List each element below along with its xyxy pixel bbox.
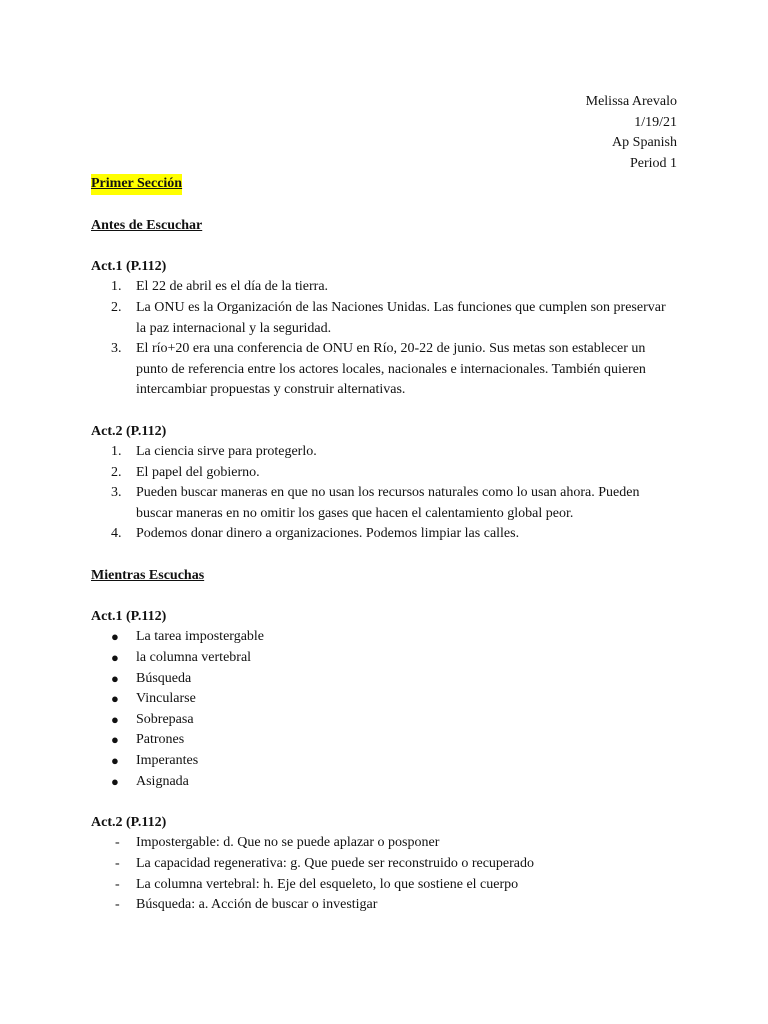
bullet-icon: ● [111, 650, 119, 666]
list-item: 1. La ciencia sirve para protegerlo. [91, 442, 677, 463]
list-item: 4. Podemos donar dinero a organizaciones. Podemos limpiar las calles. [91, 524, 677, 545]
act-title: Act.2 (P.112) [91, 423, 167, 439]
dash-marker: - [115, 855, 120, 871]
list-item: 3. Pueden buscar maneras en que no usan los recursos naturales como lo usan ahora. Pueden buscar maneras en no omitir los gases que hacen el calentamiento global peor. [111, 485, 640, 521]
numbered-list [91, 277, 677, 401]
list-number: 3. [111, 341, 122, 357]
bullet-icon: ● [111, 753, 119, 768]
bullet-icon: ● [111, 691, 119, 707]
list-item: ● Imperantes [91, 751, 677, 772]
bullet-list [91, 627, 677, 792]
numbered-list [91, 442, 677, 545]
list-item: - La columna vertebral: h. Eje del esqueleto, lo que sostiene el cuerpo [91, 875, 677, 896]
bullet-icon: ● [111, 711, 119, 727]
list-item: - La capacidad regenerativa: g. Que puede ser reconstruido o recuperado [91, 854, 677, 875]
list-number: 4. [111, 526, 122, 542]
bullet-icon: ● [111, 670, 119, 686]
list-item: 3. El río+20 era una conferencia de ONU en Río, 20-22 de junio. Sus metas son establecer un punto de referencia entre los actores locales, nacionales e internacionales. También quieren intercambiar propuestas y construir alternativas. [111, 341, 646, 398]
list-number: 2. [111, 299, 122, 315]
dash-marker: - [115, 897, 120, 913]
dash-list [91, 833, 677, 915]
student-name: Melissa Arevalo [585, 94, 677, 109]
list-item: ● Búsqueda [91, 669, 677, 690]
section-title-primer: Primer Sección [91, 174, 182, 195]
list-item: ● Asignada [91, 772, 677, 793]
list-item: 2. El papel del gobierno. [91, 463, 677, 484]
list-item: 2. La ONU es la Organización de las Naciones Unidas. Las funciones que cumplen son preservar la paz internacional y la seguridad. [111, 299, 666, 336]
section-title-mientras: Mientras Escuchas [91, 567, 205, 583]
bullet-icon: ● [111, 732, 119, 748]
act-title: Act.1 (P.112) [91, 258, 167, 274]
class-name: Ap Spanish [612, 135, 677, 151]
date: 1/19/21 [634, 114, 677, 130]
list-item: ● La tarea impostergable [91, 627, 677, 648]
act-title: Act.2 (P.112) [91, 814, 167, 830]
list-item: ● Patrones [91, 730, 677, 751]
bullet-icon: ● [111, 773, 119, 789]
list-item: ● Sobrepasa [91, 710, 677, 731]
list-number: 2. [111, 464, 122, 480]
section-title-antes: Antes de Escuchar [91, 217, 203, 233]
list-item: ● la columna vertebral [91, 648, 677, 669]
period: Period 1 [629, 155, 677, 171]
header-block [91, 92, 677, 174]
act-title: Act.1 (P.112) [91, 608, 167, 624]
list-number: 1. [111, 279, 122, 295]
dash-marker: - [115, 876, 120, 892]
list-item: - Impostergable: d. Que no se puede aplazar o posponer [91, 833, 677, 854]
list-item: ● Vincularse [91, 689, 677, 710]
bullet-icon: ● [111, 629, 119, 645]
list-item: - Búsqueda: a. Acción de buscar o investigar [91, 895, 677, 916]
list-number: 1. [111, 444, 122, 460]
list-number: 3. [111, 485, 122, 501]
dash-marker: - [115, 835, 120, 851]
list-item: 1. El 22 de abril es el día de la tierra. [91, 277, 677, 298]
